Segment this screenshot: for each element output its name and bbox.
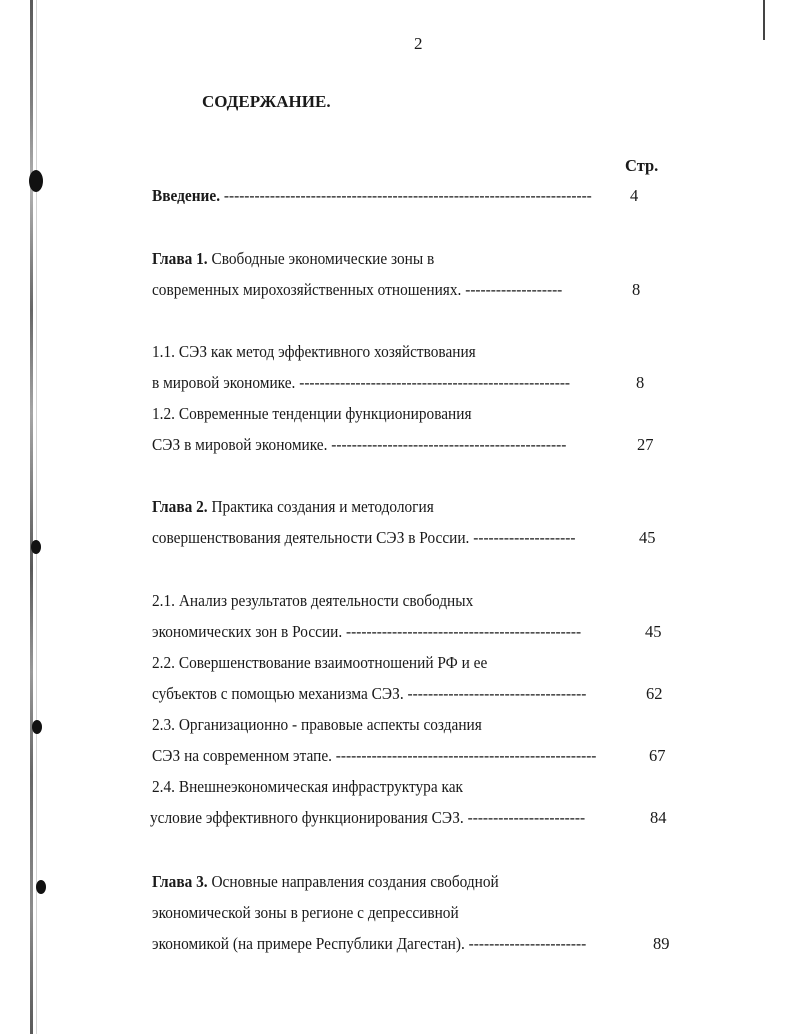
- toc-chapter-3-line2: экономической зоны в регионе с депрессивной: [152, 903, 459, 922]
- toc-chapter-2-line2: совершенствования деятельности СЭЗ в России. --------------------: [152, 528, 576, 547]
- scan-mark: [31, 540, 41, 554]
- toc-chapter-2-line1: Глава 2. Практика создания и методология: [152, 497, 434, 516]
- page-number: 2: [414, 34, 423, 53]
- scan-mark: [32, 720, 42, 734]
- toc-section-2-1-line1: 2.1. Анализ результатов деятельности свободных: [152, 591, 474, 610]
- toc-page-section-2-2: 62: [646, 684, 663, 703]
- toc-section-2-3-line2: СЭЗ на современном этапе. ---------------------------------------------------: [152, 746, 597, 765]
- toc-page-chapter-3: 89: [653, 934, 670, 953]
- toc-page-chapter-1: 8: [632, 280, 641, 299]
- toc-chapter-3-line3: экономикой (на примере Республики Дагестан). -----------------------: [152, 934, 587, 953]
- scan-left-edge-line: [36, 0, 37, 1034]
- scan-mark: [36, 880, 46, 894]
- scan-left-edge: [30, 0, 33, 1034]
- toc-section-1-2-line2: СЭЗ в мировой экономике. ----------------------------------------------: [152, 435, 567, 454]
- toc-entry-introduction: Введение. ------------------------------------------------------------------------: [152, 186, 592, 205]
- toc-page-section-2-3: 67: [649, 746, 666, 765]
- toc-page-chapter-2: 45: [639, 528, 656, 547]
- toc-section-2-4-line1: 2.4. Внешнеэкономическая инфраструктура как: [152, 777, 463, 796]
- toc-section-1-1-line2: в мировой экономике. -----------------------------------------------------: [152, 373, 571, 392]
- toc-chapter-1-line2: современных мирохозяйственных отношениях. -------------------: [152, 280, 563, 299]
- toc-section-1-2-line1: 1.2. Современные тенденции функционирования: [152, 404, 472, 423]
- toc-section-2-1-line2: экономических зон в России. ----------------------------------------------: [152, 622, 582, 641]
- toc-page-section-2-4: 84: [650, 808, 667, 827]
- scan-mark: [29, 170, 43, 192]
- toc-section-2-4-line2: условие эффективного функционирования СЭЗ. -----------------------: [150, 808, 586, 827]
- toc-chapter-1-line1: Глава 1. Свободные экономические зоны в: [152, 249, 435, 268]
- page-column-header: Стр.: [625, 156, 659, 175]
- toc-title: СОДЕРЖАНИЕ.: [202, 92, 331, 111]
- scan-right-edge: [763, 0, 765, 40]
- toc-chapter-3-line1: Глава 3. Основные направления создания свободной: [152, 872, 499, 891]
- toc-section-2-2-line1: 2.2. Совершенствование взаимоотношений РФ и ее: [152, 653, 488, 672]
- toc-page-section-2-1: 45: [645, 622, 662, 641]
- toc-section-2-3-line1: 2.3. Организационно - правовые аспекты создания: [152, 715, 482, 734]
- toc-section-1-1-line1: 1.1. СЭЗ как метод эффективного хозяйствования: [152, 342, 476, 361]
- toc-page-introduction: 4: [630, 186, 639, 205]
- toc-section-2-2-line2: субъектов с помощью механизма СЭЗ. -----------------------------------: [152, 684, 587, 703]
- toc-page-section-1-1: 8: [636, 373, 645, 392]
- toc-page-section-1-2: 27: [637, 435, 654, 454]
